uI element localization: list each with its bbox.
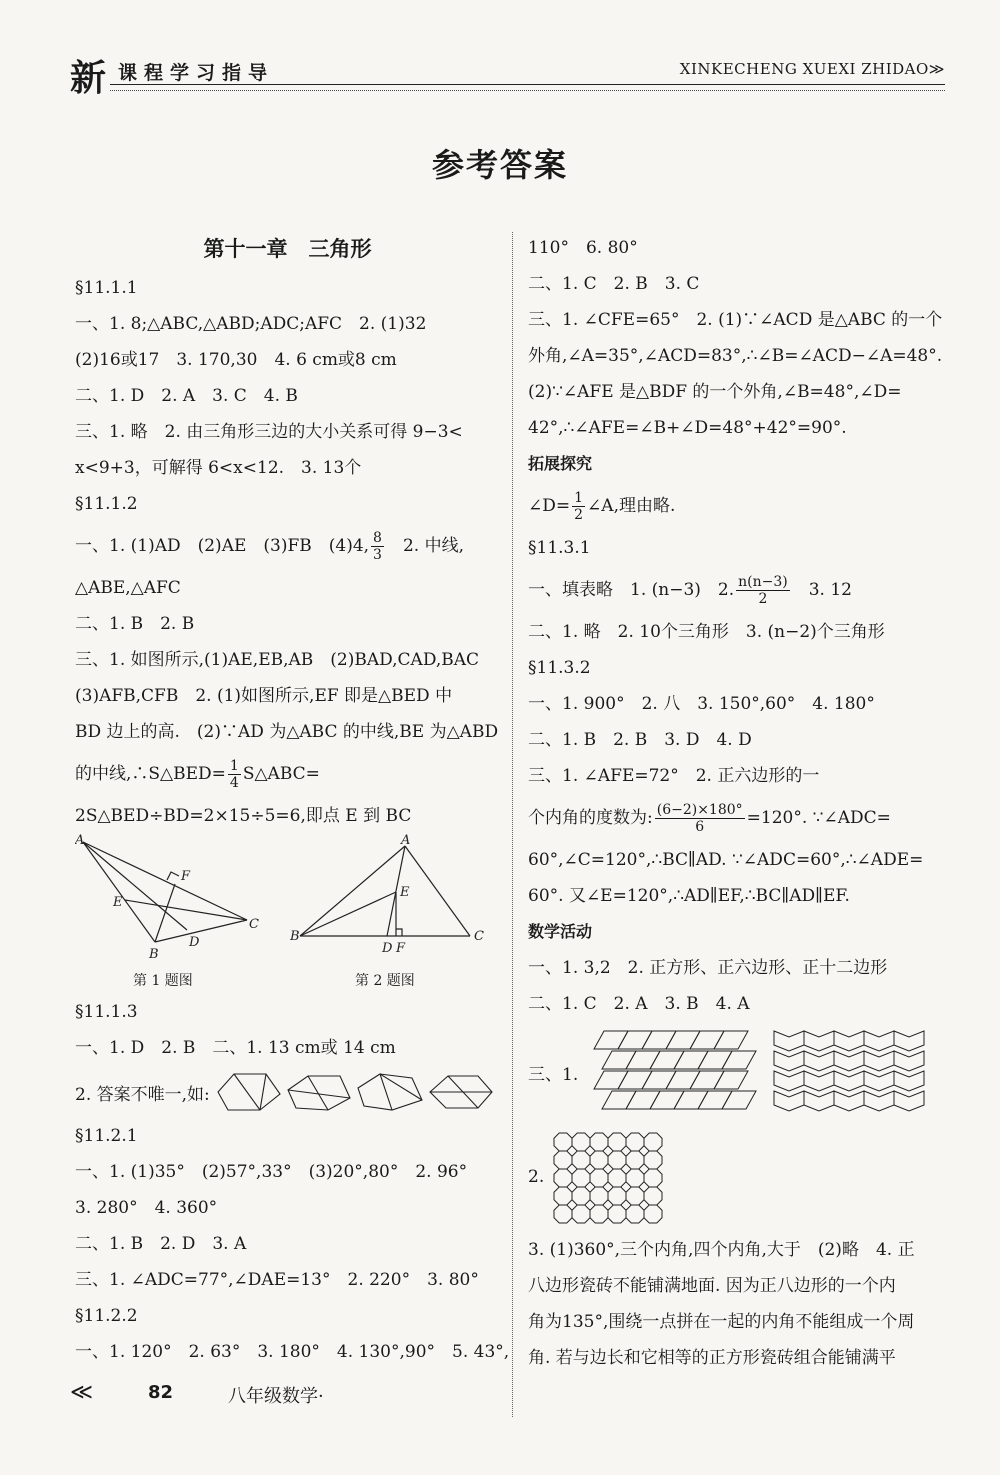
octagon-tile (572, 1133, 590, 1151)
answer-line: 三、1. 如图所示,(1)AE,EB,AB (2)BAD,CAD,BAC (75, 650, 480, 670)
answer-line: 二、1. B 2. B (75, 614, 195, 634)
label-b: B (149, 947, 159, 962)
answer-text: 三、1. (528, 1064, 579, 1085)
octagon-tile (626, 1187, 644, 1205)
octagon-tile (644, 1169, 662, 1187)
answer-line: 三、1. ∠AFE=72° 2. 正六边形的一 (528, 766, 820, 786)
answer-text: 2. 答案不唯一,如: (75, 1084, 210, 1105)
octagon-tile (590, 1205, 608, 1223)
answer-line: (2)∵∠AFE 是△BDF 的一个外角,∠B=48°,∠D= (528, 382, 902, 402)
answer-line: 二、1. B 2. D 3. A (75, 1234, 247, 1254)
parallelogram-tile (722, 1091, 756, 1109)
octagon-tile (590, 1187, 608, 1205)
answer-line: 60°. 又∠E=120°,∴AD∥EF,∴BC∥AD∥EF. (528, 886, 850, 906)
answer-line: 一、1. (1)35° (2)57°,33° (3)20°,80° 2. 96° (75, 1162, 468, 1182)
fraction-numerator: (6−2)×180° (656, 802, 743, 818)
fraction-denominator: 2 (574, 507, 584, 523)
answer-text: 一、填表略 1. (n−3) 2. (528, 580, 735, 600)
octagon-tile (554, 1205, 572, 1223)
answer-text: ∠D= (528, 496, 571, 516)
octagon-tile (608, 1187, 626, 1205)
fraction (736, 574, 790, 607)
section-11-2-2: §11.2.2 (75, 1306, 138, 1326)
chevron-tile (894, 1071, 924, 1091)
fraction (655, 802, 745, 835)
label-d: D (189, 935, 200, 950)
octagon-tile (572, 1169, 590, 1187)
answer-line: 三、1. 略 2. 由三角形三边的大小关系可得 9−3< (75, 422, 463, 442)
parallelogram-tile (714, 1031, 748, 1049)
hexagon-example (218, 1074, 280, 1110)
octagon-tile (554, 1133, 572, 1151)
answer-line (528, 482, 948, 530)
left-column (75, 230, 510, 1370)
label-f: F (396, 941, 406, 956)
figure-row (75, 834, 500, 994)
segment-ac (83, 842, 247, 920)
fraction-denominator: 2 (758, 591, 768, 607)
answer-line: BD 边上的高. (2)∵AD 为△ABC 的中线,BE 为△ABD (75, 722, 499, 742)
label-f: F (181, 869, 191, 884)
answer-text: 2. 中线, (385, 536, 464, 556)
answer-line (528, 1122, 948, 1232)
answer-line: 110° 6. 80° (528, 238, 638, 258)
octagon-tile (644, 1151, 662, 1169)
section-11-3-1: §11.3.1 (528, 538, 591, 558)
footer-grade: 八年级数学· (228, 1386, 324, 1407)
diagonal (288, 1090, 350, 1098)
answer-line: (3)AFB,CFB 2. (1)如图所示,EF 即是△BED 中 (75, 686, 453, 706)
segment-ab (83, 842, 155, 942)
page-number: 82 (148, 1382, 174, 1403)
answer-line: 二、1. B 2. B 3. D 4. D (528, 730, 752, 750)
answer-line: 二、1. D 2. A 3. C 4. B (75, 386, 298, 406)
answer-line: 三、1. ∠CFE=65° 2. (1)∵∠ACD 是△ABC 的一个 (528, 310, 943, 330)
answer-text: 3. 12 (791, 580, 852, 600)
octagon-tile (626, 1205, 644, 1223)
answer-line: 外角,∠A=35°,∠ACD=83°,∴∠B=∠ACD−∠A=48°. (528, 346, 943, 366)
chevron-tile (864, 1091, 894, 1111)
segment-ec (125, 900, 247, 920)
answer-text: ∠A,理由略. (587, 496, 676, 516)
answer-line: 一、1. 3,2 2. 正方形、正六边形、正十二边形 (528, 958, 888, 978)
octagon-tile (554, 1187, 572, 1205)
chevron-tile (834, 1071, 864, 1091)
answer-line: 八边形瓷砖不能铺满地面. 因为正八边形的一个内 (528, 1276, 896, 1296)
page-title: 参考答案 (431, 146, 568, 184)
chevron-tile (894, 1091, 924, 1111)
answer-line: 角为135°,围绕一点拼在一起的内角不能组成一个周 (528, 1312, 915, 1332)
answer-line: 2S△BED÷BD=2×15÷5=6,即点 E 到 BC (75, 806, 412, 826)
answer-text: 一、1. (1)AD (2)AE (3)FB (4)4, (75, 536, 370, 556)
segment-bf (155, 884, 175, 942)
chevron-tile (804, 1031, 834, 1051)
diagonal (380, 1074, 392, 1110)
answer-text: 的中线,∴S△BED= (75, 764, 226, 784)
chevron-tile (774, 1071, 804, 1091)
octagon-tile (626, 1151, 644, 1169)
fraction-denominator: 6 (695, 819, 705, 835)
octagon-tile (608, 1133, 626, 1151)
diagonal (234, 1074, 260, 1110)
answer-line: 42°,∴∠AFE=∠B+∠D=48°+42°=90°. (528, 418, 847, 438)
label-a: A (401, 834, 411, 848)
octagon-tile (554, 1169, 572, 1187)
answer-line: 二、1. C 2. A 3. B 4. A (528, 994, 750, 1014)
chevron-tile (774, 1051, 804, 1071)
octagon-tile (590, 1133, 608, 1151)
segment-bc (155, 920, 247, 942)
octagon-tile (590, 1151, 608, 1169)
header-title: 课程学习指导 (118, 62, 275, 84)
answer-line (75, 750, 500, 798)
answer-line: 一、1. D 2. B 二、1. 13 cm或 14 cm (75, 1038, 396, 1058)
segment-ad (83, 842, 187, 930)
answer-line: 二、1. C 2. B 3. C (528, 274, 700, 294)
section-11-1-2: §11.1.2 (75, 494, 138, 514)
answer-line: 一、1. 8;△ABC,△ABD;ADC;AFC 2. (1)32 (75, 314, 427, 334)
octagon-tile (626, 1169, 644, 1187)
column-divider (512, 232, 513, 1417)
fraction-denominator: 4 (229, 775, 239, 791)
answer-line (528, 566, 948, 614)
answer-line (528, 794, 948, 842)
fraction (572, 490, 585, 523)
math-activity-heading: 数学活动 (528, 922, 593, 941)
header-rule (110, 84, 945, 85)
chevron-tile (774, 1091, 804, 1111)
label-c: C (249, 917, 259, 932)
chevron-tile (804, 1051, 834, 1071)
extension-heading: 拓展探究 (528, 454, 593, 473)
fraction-numerator: 1 (229, 758, 239, 774)
octagon-tile (572, 1205, 590, 1223)
label-a: A (75, 834, 85, 848)
segment-be (300, 892, 396, 936)
chevron-tile (774, 1031, 804, 1051)
answer-line: 一、1. 120° 2. 63° 3. 180° 4. 130°,90° 5. 43°, (75, 1342, 510, 1362)
fraction-numerator: 8 (373, 530, 382, 546)
right-angle-mark (396, 929, 402, 936)
answer-line: 角. 若与边长和它相等的正方形瓷砖组合能铺满平 (528, 1348, 896, 1368)
header-right-text: XINKECHENG XUEXI ZHIDAO≫ (679, 60, 945, 78)
octagon-tile (572, 1151, 590, 1169)
chevron-tile (804, 1071, 834, 1091)
chevron-tile (864, 1071, 894, 1091)
polygon-division-examples (216, 1070, 496, 1114)
figure-1-caption: 第 1 题图 (133, 973, 193, 989)
answer-line: 二、1. 略 2. 10个三角形 3. (n−2)个三角形 (528, 622, 885, 642)
fraction (371, 530, 384, 563)
octagon-tile (644, 1205, 662, 1223)
chevron-tile (864, 1031, 894, 1051)
octagon-tile (608, 1151, 626, 1169)
label-c: C (474, 929, 484, 944)
fraction-denominator: 3 (373, 547, 382, 563)
parallelogram-tile (714, 1071, 748, 1089)
octagon-tile (608, 1205, 626, 1223)
label-e: E (113, 895, 123, 910)
octagon-tile (554, 1151, 572, 1169)
header-logo: 新 (70, 58, 107, 99)
chevron-tile (804, 1091, 834, 1111)
chevron-tile (894, 1031, 924, 1051)
right-angle-mark (167, 872, 179, 880)
answer-line (75, 1066, 500, 1118)
label-e: E (400, 885, 410, 900)
fraction-numerator: 1 (574, 490, 584, 506)
tessellation-figures (584, 1027, 934, 1117)
parallelogram-tile (722, 1051, 756, 1069)
chevron-tile (834, 1091, 864, 1111)
diagonal (260, 1074, 266, 1110)
octagon-tile (644, 1133, 662, 1151)
header-dotted-rule (110, 90, 945, 91)
fraction-numerator: n(n−3) (738, 574, 788, 590)
answer-line: 60°,∠C=120°,∴BC∥AD. ∵∠ADC=60°,∴∠ADE= (528, 850, 924, 870)
figure-2-caption: 第 2 题图 (355, 973, 415, 989)
octagon-tile (572, 1187, 590, 1205)
octagon-square-tiling (550, 1129, 670, 1225)
hexagon-example (288, 1076, 350, 1110)
answer-text: S△ABC= (242, 764, 320, 784)
label-d: D (382, 941, 393, 956)
octagon-tile (590, 1169, 608, 1187)
section-11-1-3: §11.1.3 (75, 1002, 138, 1022)
answer-line: △ABE,△AFC (75, 578, 181, 598)
segment-ac (405, 846, 470, 936)
answer-line: 3. (1)360°,三个内角,四个内角,大于 (2)略 4. 正 (528, 1240, 915, 1260)
answer-line: x<9+3，可解得 6<x<12. 3. 13个 (75, 458, 362, 478)
figure-1 (75, 834, 265, 964)
octagon-tile (626, 1133, 644, 1151)
answer-line: 3. 280° 4. 360° (75, 1198, 218, 1218)
answer-text: 2. (528, 1167, 545, 1187)
octagon-tile (608, 1169, 626, 1187)
section-11-1-1: §11.1.1 (75, 278, 138, 298)
answer-line: 一、1. 900° 2. 八 3. 150°,60° 4. 180° (528, 694, 875, 714)
fraction (228, 758, 241, 791)
answer-text: =120°. ∵∠ADC= (746, 808, 891, 828)
answer-line (528, 1022, 948, 1122)
chevron-tile (834, 1051, 864, 1071)
answer-line: 三、1. ∠ADC=77°,∠DAE=13° 2. 220° 3. 80° (75, 1270, 479, 1290)
section-11-2-1: §11.2.1 (75, 1126, 138, 1146)
footer-mark: ≪ (70, 1380, 94, 1405)
chevron-tile (834, 1031, 864, 1051)
figure-2 (290, 834, 495, 964)
right-column (528, 230, 948, 1376)
label-b: B (290, 929, 300, 944)
answer-text: 个内角的度数为: (528, 808, 653, 828)
answer-line: (2)16或17 3. 170,30 4. 6 cm或8 cm (75, 350, 397, 370)
chevron-tile (894, 1051, 924, 1071)
octagon-tile (644, 1187, 662, 1205)
answer-line (75, 522, 500, 570)
chevron-tile (864, 1051, 894, 1071)
section-11-3-2: §11.3.2 (528, 658, 591, 678)
chapter-title: 第十一章 三角形 (203, 236, 372, 261)
